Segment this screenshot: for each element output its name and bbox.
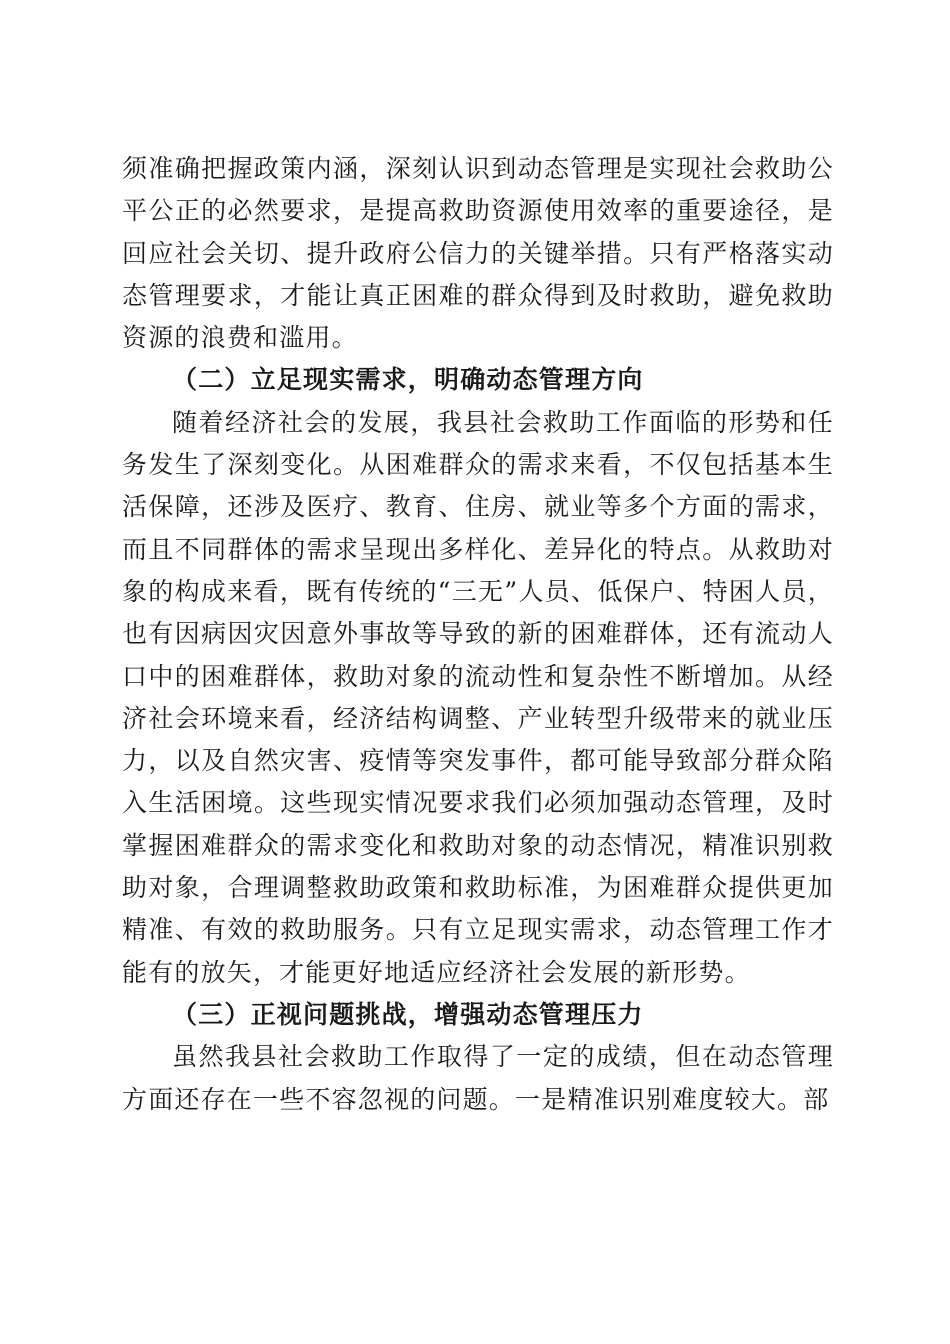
section-heading-3: （三）正视问题挑战，增强动态管理压力 [172, 999, 644, 1029]
paragraph-section-3: 虽然我县社会救助工作取得了一定的成绩，但在动态管理方面还存在一些不容忽视的问题。一是精准识别难度较大。部 [122, 1042, 834, 1114]
section-heading-2: （二）立足现实需求，明确动态管理方向 [172, 365, 644, 395]
document-body [122, 148, 834, 1121]
paragraph-section-2: 随着经济社会的发展，我县社会救助工作面临的形势和任务发生了深刻变化。从困难群众的需求来看，不仅包括基本生活保障，还涉及医疗、教育、住房、就业等多个方面的需求，而且不同群体的需求呈现出多样化、差异化的特点。从救助对象的构成来看，既有传统的“三无”人员、低保户、特困人员，也有因病因灾因意外事故等导致的新的困难群体，还有流动人口中的困难群体，救助对象的流动性和复杂性不断增加。从经济社会环境来看，经济结构调整、产业转型升级带来的就业压力，以及自然灾害、疫情等突发事件，都可能导致部分群众陷入生活困境。这些现实情况要求我们必须加强动态管理，及时掌握困难群众的需求变化和救助对象的动态情况，精准识别救助对象，合理调整救助政策和救助标准，为困难群众提供更加精准、有效的救助服务。只有立足现实需求，动态管理工作才能有的放矢，才能更好地适应经济社会发展的新形势。 [122, 407, 834, 987]
paragraph-continued: 须准确把握政策内涵，深刻认识到动态管理是实现社会救助公平公正的必然要求，是提高救助资源使用效率的重要途径，是回应社会关切、提升政府公信力的关键举措。只有严格落实动态管理要求，才能让真正困难的群众得到及时救助，避免救助资源的浪费和滥用。 [122, 154, 834, 353]
